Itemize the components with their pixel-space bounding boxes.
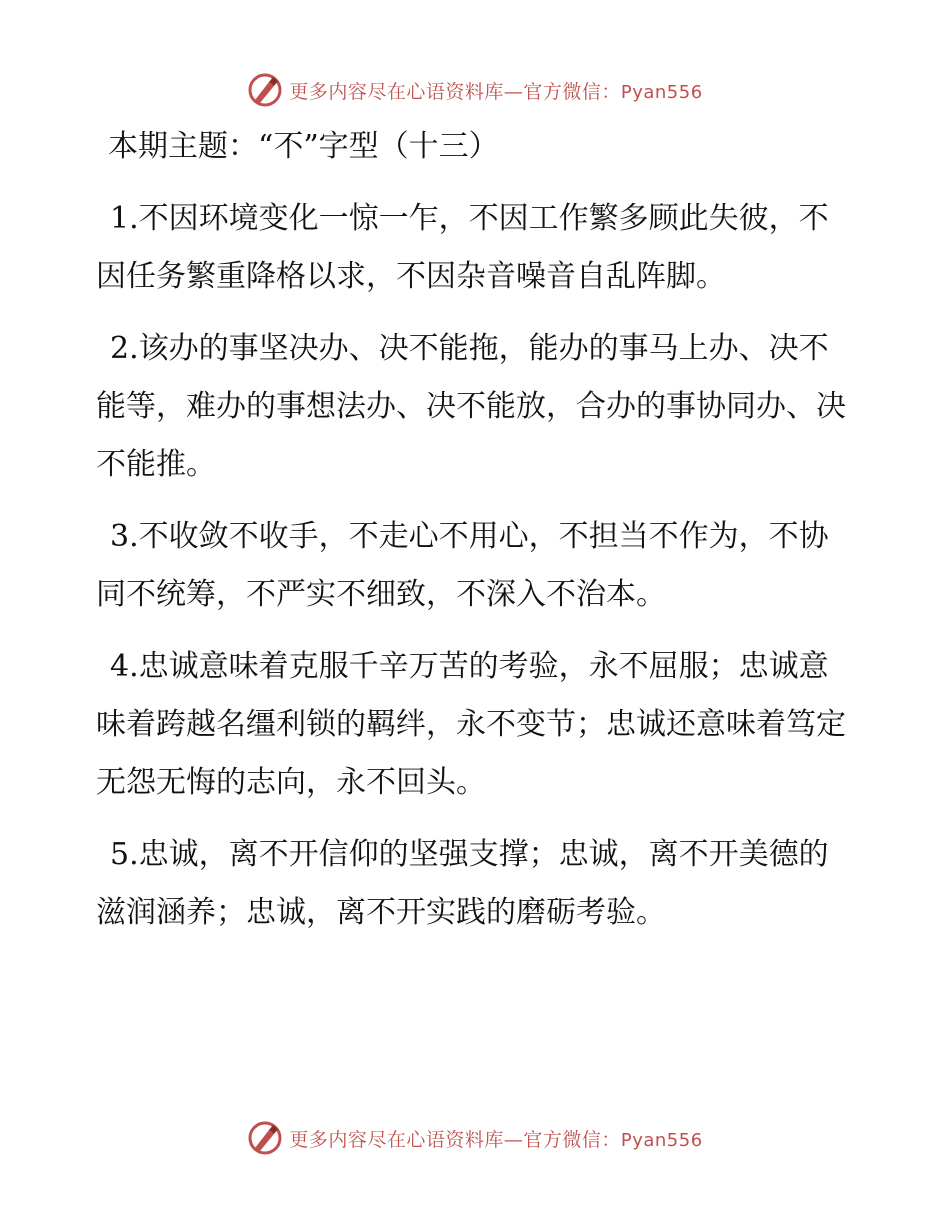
watermark-label: 更多内容尽在心语资料库—官方微信： <box>289 1128 621 1151</box>
document-body <box>96 118 856 942</box>
list-item <box>96 508 856 624</box>
item-text: 不收敛不收手，不走心不用心，不担当不作为，不协同不统筹，不严实不细致，不深入不治本。 <box>96 519 829 612</box>
watermark-wechat-id: Pyan556 <box>620 81 703 103</box>
pen-logo-icon <box>247 1120 283 1156</box>
item-number: 5. <box>110 837 139 872</box>
item-text: 该办的事坚决办、决不能拖，能办的事马上办、决不能等，难办的事想法办、决不能放，合办的事协同办、决不能推。 <box>96 331 846 482</box>
pen-logo-icon <box>247 72 283 108</box>
item-text: 不因环境变化一惊一乍，不因工作繁多顾此失彼，不因任务繁重降格以求，不因杂音噪音自乱阵脚。 <box>96 201 829 294</box>
footer-watermark <box>0 1118 950 1158</box>
item-text: 忠诚，离不开信仰的坚强支撑；忠诚，离不开美德的滋润涵养；忠诚，离不开实践的磨砺考验。 <box>96 837 829 930</box>
item-number: 1. <box>110 201 139 236</box>
item-number: 4. <box>110 649 139 684</box>
list-item <box>96 190 856 306</box>
item-text: 忠诚意味着克服千辛万苦的考验，永不屈服；忠诚意味着跨越名缰利锁的羁绊，永不变节；忠诚还意味着笃定无怨无悔的志向，永不回头。 <box>96 649 846 800</box>
item-number: 3. <box>110 519 139 554</box>
list-item <box>96 320 856 494</box>
watermark-wechat-id: Pyan556 <box>620 1129 703 1151</box>
header-watermark <box>0 70 950 110</box>
watermark-text <box>289 77 702 104</box>
document-title: 本期主题：“不”字型（十三） <box>108 129 499 164</box>
watermark-text <box>289 1125 702 1152</box>
list-item <box>96 826 856 942</box>
list-item <box>96 638 856 812</box>
watermark-label: 更多内容尽在心语资料库—官方微信： <box>289 80 621 103</box>
item-number: 2. <box>110 331 139 366</box>
